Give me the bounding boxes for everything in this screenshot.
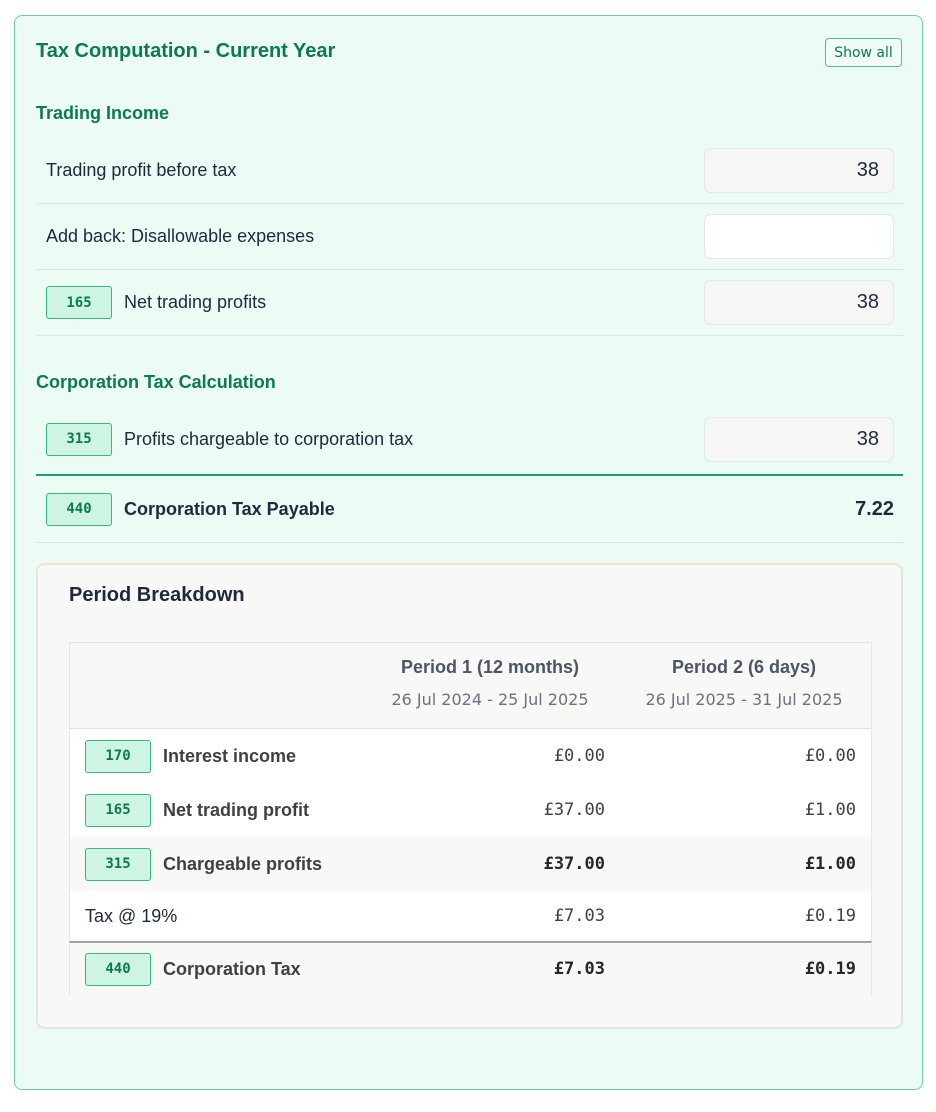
period-breakdown-table <box>69 642 872 995</box>
breakdown-title: Period Breakdown <box>69 584 245 606</box>
table-row <box>69 837 872 891</box>
row-label: Net trading profit <box>163 799 309 820</box>
ct-calculation-heading: Corporation Tax Calculation <box>36 372 276 392</box>
box-code-badge: 440 <box>46 493 112 526</box>
net-trading-profits-input[interactable]: 38 <box>704 280 894 325</box>
period-2-header <box>624 657 864 709</box>
period-1-value: £37.00 <box>543 800 605 820</box>
period-1-value: £7.03 <box>553 906 605 926</box>
box-code-badge: 440 <box>85 953 151 986</box>
period-1-value: £7.03 <box>553 959 605 979</box>
chargeable-profits-input[interactable]: 38 <box>704 417 894 462</box>
box-code-badge: 315 <box>46 423 112 456</box>
disallowable-expenses-row <box>36 204 903 270</box>
row-label: Profits chargeable to corporation tax <box>124 428 414 449</box>
table-row <box>69 729 872 783</box>
table-row <box>69 891 872 941</box>
period-1-header <box>370 657 610 709</box>
card-title: Tax Computation - Current Year <box>36 40 336 62</box>
row-label: Interest income <box>163 745 297 766</box>
period-1-title: Period 1 (12 months) <box>400 657 580 677</box>
period-2-dates: 26 Jul 2025 - 31 Jul 2025 <box>645 690 843 709</box>
period-1-value: £37.00 <box>543 854 605 874</box>
row-label: Trading profit before tax <box>46 160 237 180</box>
row-label: Chargeable profits <box>163 853 323 874</box>
box-code-badge: 165 <box>46 286 112 319</box>
box-code-badge: 165 <box>85 794 151 827</box>
period-2-title: Period 2 (6 days) <box>671 657 817 677</box>
period-2-value: £1.00 <box>804 800 856 820</box>
trading-income-heading: Trading Income <box>36 103 170 123</box>
table-row-total <box>69 941 872 995</box>
corporation-tax-payable-row <box>36 474 903 543</box>
show-all-button[interactable]: Show all <box>825 38 902 67</box>
trading-profit-input[interactable]: 38 <box>704 148 894 193</box>
row-label: Net trading profits <box>124 292 267 312</box>
period-1-value: £0.00 <box>553 746 605 766</box>
table-row <box>69 783 872 837</box>
row-label: Tax @ 19% <box>85 905 178 926</box>
row-label: Corporation Tax <box>163 958 301 979</box>
period-2-value: £0.19 <box>804 959 856 979</box>
box-code-badge: 170 <box>85 740 151 773</box>
row-label: Add back: Disallowable expenses <box>46 226 315 246</box>
trading-profit-row <box>36 138 903 204</box>
disallowable-expenses-input[interactable] <box>704 214 894 259</box>
period-2-value: £1.00 <box>804 854 856 874</box>
period-1-dates: 26 Jul 2024 - 25 Jul 2025 <box>391 690 589 709</box>
period-2-value: £0.19 <box>804 906 856 926</box>
row-label: Corporation Tax Payable <box>124 498 335 519</box>
corporation-tax-payable-value: 7.22 <box>855 497 894 520</box>
tax-computation-card <box>14 15 923 1090</box>
table-header <box>69 642 872 729</box>
chargeable-profits-row <box>36 406 903 472</box>
net-trading-profits-row <box>36 270 903 336</box>
period-breakdown-panel <box>36 563 903 1029</box>
period-2-value: £0.00 <box>804 746 856 766</box>
box-code-badge: 315 <box>85 848 151 881</box>
